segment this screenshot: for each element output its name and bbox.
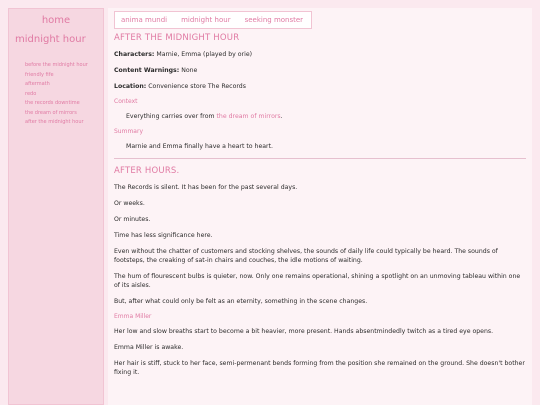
tab-seeking-monster[interactable]: seeking monster — [244, 16, 304, 24]
divider — [114, 158, 526, 159]
context-post: . — [280, 113, 283, 120]
story-paragraph: Even without the chatter of customers and stocking shelves, the sounds of daily life could typically be heard. The sounds of footsteps, the creaking of sat-in chairs and couches, the idle motions of waiting. — [114, 248, 498, 264]
story-paragraph: Or minutes. — [114, 216, 151, 223]
sidebar-item-after-the-midnight-hour[interactable]: after the midnight hour — [25, 119, 84, 125]
context-pre: Everything carries over from — [126, 113, 215, 120]
story-paragraph: Time has less significance here. — [114, 232, 213, 239]
main-content — [108, 8, 532, 405]
sidebar — [8, 8, 104, 405]
context-link[interactable]: the dream of mirrors — [216, 113, 281, 120]
location-value: Convenience store The Records — [148, 83, 246, 90]
tab-midnight-hour[interactable]: midnight hour — [181, 16, 231, 24]
story-paragraph: Or weeks. — [114, 200, 145, 207]
story-paragraph: Emma Miller is awake. — [114, 344, 184, 351]
sidebar-item-before-the-midnight-hour[interactable]: before the midnight hour — [25, 62, 88, 68]
speaker-name: Emma Miller — [114, 313, 152, 320]
location-label: Location: — [114, 83, 147, 90]
sidebar-item-friendly-fife[interactable]: friendly fife — [25, 71, 54, 78]
characters-line — [114, 50, 526, 59]
sidebar-home-link[interactable]: home — [41, 15, 71, 26]
story-paragraph: The hum of flourescent bulbs is quieter, now. Only one remains operational, shining a spotlight on an unmoving tableau within one of its aisles. — [114, 273, 521, 289]
story-title: AFTER HOURS. — [114, 166, 180, 176]
story-paragraph: The Records is silent. It has been for the past several days. — [114, 184, 298, 191]
summary-text: Marnie and Emma finally have a heart to heart. — [126, 143, 273, 150]
tab-anima-mundi[interactable]: anima mundi — [121, 16, 168, 24]
characters-value: Marnie, Emma (played by orie) — [156, 51, 253, 58]
sidebar-item-redo[interactable]: redo — [25, 90, 37, 97]
story-paragraph: But, after what could only be felt as an eternity, something in the scene changes. — [114, 298, 368, 305]
warnings-line — [114, 66, 526, 75]
context-text — [126, 112, 526, 121]
location-line — [114, 82, 526, 91]
warnings-label: Content Warnings: — [114, 67, 180, 74]
summary-heading: Summary — [114, 128, 143, 135]
warnings-value: None — [181, 67, 198, 74]
context-heading: Context — [114, 98, 138, 105]
story-paragraph: Her low and slow breaths start to become a bit heavier, more present. Hands absentmindedly twitch as a tired eye opens. — [114, 328, 494, 335]
sidebar-nav — [25, 61, 103, 128]
top-tabs — [114, 11, 312, 29]
sidebar-item-the-records-downtime[interactable]: the records downtime — [25, 100, 80, 106]
story-paragraph: Her hair is stiff, stuck to her face, semi-permenant bends forming from the position she remained on the ground. She doesn't bother fixing it. — [114, 360, 525, 376]
sidebar-title: midnight hour — [15, 34, 86, 45]
sidebar-item-the-dream-of-mirrors[interactable]: the dream of mirrors — [25, 109, 77, 116]
sidebar-item-aftermath[interactable]: aftermath — [25, 81, 50, 87]
characters-label: Characters: — [114, 51, 155, 58]
section-title: AFTER THE MIDNIGHT HOUR — [114, 33, 240, 43]
